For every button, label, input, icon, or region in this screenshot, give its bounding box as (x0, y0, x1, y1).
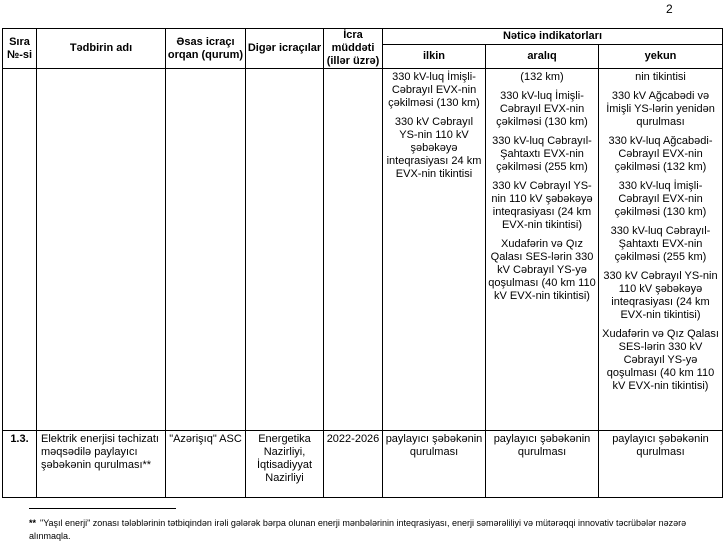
footnote-separator-line (29, 508, 176, 509)
cell-diger-icracilar: Energetika Nazirliyi, İqtisadiyyat Nazirliyi (246, 431, 324, 498)
cell-indicator-yekun: paylayıcı şəbəkənin qurulması (599, 431, 723, 498)
cell-indicator-araliq: (132 km) 330 kV-luq İmişli-Cəbrayıl EVX-nin çəkilməsi (130 km) 330 kV-luq Cəbrayıl- Şahtaxtı EVX-nin çəkilməsi (255 km) 330 kV Cəbrayıl YS-nin 110 kV şəbəkəyə inteqrasiyası (24 km EVX-nin tikintisi) Xudafərin və Qız Qalası SES-lərin 330 kV Cəbrayıl YS-yə qoşulması (40 km 110 kV EVX-nin tikintisi) (486, 69, 599, 431)
cell-esas-icraci-empty (166, 69, 246, 431)
col-header-icra-muddeti: İcra müddəti (illər üzrə) (324, 29, 383, 69)
page-number: 2 (666, 2, 673, 16)
col-group-header-netice-indikatorlari: Nəticə indikatorları (383, 29, 723, 45)
col-header-araliq: aralıq (486, 44, 599, 68)
cell-icra-muddeti-empty (324, 69, 383, 431)
col-header-esas-icraci: Əsas icraçı orqan (qurum) (166, 29, 246, 69)
footnote-text: "Yaşıl enerji" zonası tələblərinin tətbiqindən irəli gələrək bərpa olunan enerji mənbələrinin inteqrasiyası, enerji səmərəliliyi və mütərəqqi innovativ təcrübələr nəzərə alınmaqla. (29, 518, 687, 541)
table-row-1-3 (3, 431, 723, 498)
cell-diger-icracilar-empty (246, 69, 324, 431)
cell-sira-no: 1.3. (3, 431, 37, 498)
footnote-marker: ** (29, 518, 37, 528)
table-row-continuation (3, 69, 723, 431)
cell-sira-no-empty (3, 69, 37, 431)
cell-indicator-ilkin: paylayıcı şəbəkənin qurulması (383, 431, 486, 498)
col-header-yekun: yekun (599, 44, 723, 68)
cell-indicator-yekun: nin tikintisi 330 kV Ağcabədi və İmişli YS-lərin yenidən qurulması 330 kV-luq Ağcabədi-Cəbrayıl EVX-nin çəkilməsi (132 km) 330 kV-luq İmişli-Cəbrayıl EVX-nin çəkilməsi (130 km) 330 kV-luq Cəbrayıl-Şahtaxtı EVX-nin çəkilməsi (255 km) 330 kV Cəbrayıl YS-nin 110 kV şəbəkəyə inteqrasiyası (24 km EVX-nin tikintisi) Xudafərin və Qız Qalası SES-lərin 330 kV Cəbrayıl YS-yə qoşulması (40 km 110 kV EVX-nin tikintisi) (599, 69, 723, 431)
col-header-sira-no: Sıra №-si (3, 29, 37, 69)
cell-tedbir-adi: Elektrik enerjisi təchizatı məqsədilə paylayıcı şəbəkənin qurulması** (37, 431, 166, 498)
col-header-ilkin: ilkin (383, 44, 486, 68)
cell-icra-muddeti: 2022-2026 (324, 431, 383, 498)
col-header-tedbirin-adi: Tədbirin adı (37, 29, 166, 69)
cell-indicator-araliq: paylayıcı şəbəkənin qurulması (486, 431, 599, 498)
cell-indicator-ilkin: 330 kV-luq İmişli-Cəbrayıl EVX-nin çəkilməsi (130 km) 330 kV Cəbrayıl YS-nin 110 kV şəbəkəyə inteqrasiyası 24 km EVX-nin tikintisi (383, 69, 486, 431)
footnote-text-block (29, 517, 701, 543)
cell-esas-icraci: "Azərişıq" ASC (166, 431, 246, 498)
cell-tedbir-empty (37, 69, 166, 431)
col-header-diger-icracilar: Digər icraçılar (246, 29, 324, 69)
footnote (29, 508, 701, 543)
header-row-top (3, 29, 723, 45)
measures-table (2, 28, 723, 498)
